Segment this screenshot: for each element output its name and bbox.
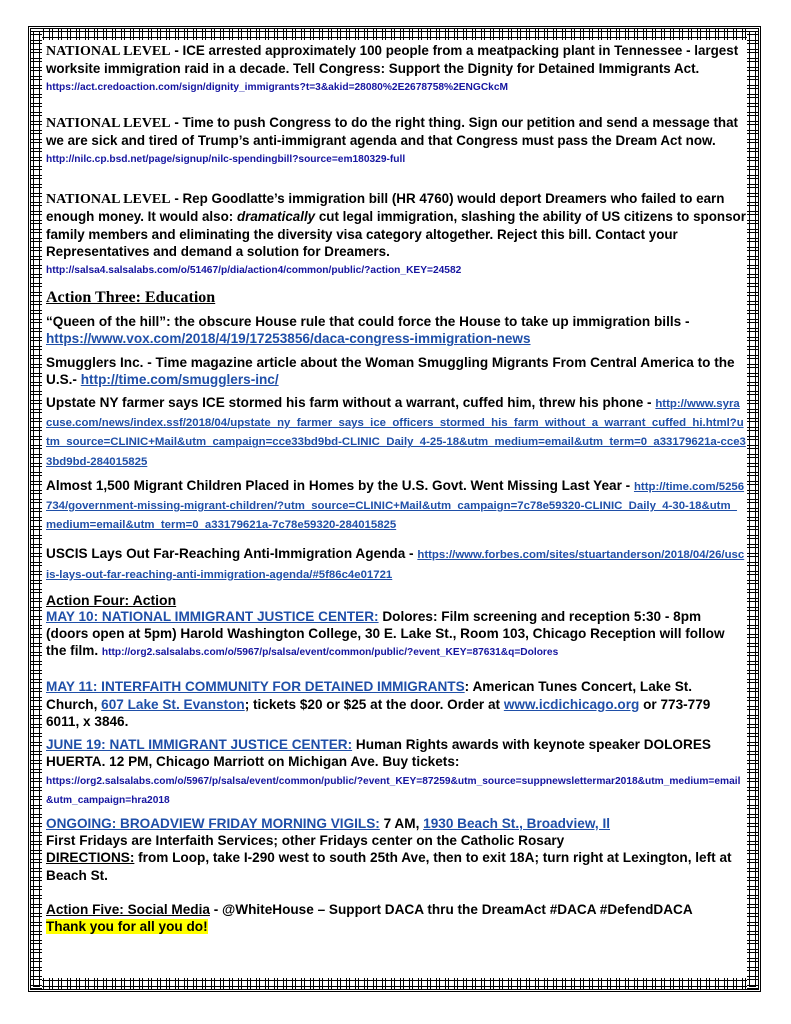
- section-header-action: Action Four: Action: [46, 591, 177, 608]
- event-ongoing: [46, 815, 746, 884]
- education-item: [46, 545, 746, 583]
- section-header-social: Action Five: Social Media: [46, 901, 210, 917]
- petition-link[interactable]: http://nilc.cp.bsd.net/page/signup/nilc-spendingbill?source=em180329-full: [46, 154, 406, 166]
- event-title[interactable]: MAY 11: INTERFAITH COMMUNITY FOR DETAINED IMMIGRANTS: [46, 679, 465, 695]
- national-item-2: [46, 114, 746, 169]
- national-label: NATIONAL LEVEL: [46, 115, 171, 131]
- petition-link[interactable]: http://salsa4.salsalabs.com/o/51467/p/dia/action4/common/public/?action_KEY=24582: [46, 265, 462, 277]
- event-link[interactable]: https://org2.salsalabs.com/o/5967/p/salsa/event/common/public/?event_KEY=87259&utm_source=suppnewslettermar2018&utm_medium=email&utm_campaign=hra2018: [46, 775, 741, 806]
- petition-link[interactable]: https://act.credoaction.com/sign/dignity_immigrants?t=3&akid=28080%2E2678758%2ENGCkcM: [46, 82, 508, 94]
- border-top: [31, 29, 758, 40]
- article-title: Almost 1,500 Migrant Children Placed in Homes by the U.S. Govt. Went Missing Last Year -: [46, 477, 634, 493]
- national-text: - Rep Goodlatte’s immigration bill (HR 4760) would deport Dreamers who failed to earn enough money. It would also:: [46, 191, 725, 225]
- event-text: Human Rights awards with keynote speaker DOLORES HUERTA. 12 PM, Chicago Marriott on Michigan Ave. Buy tickets:: [46, 737, 711, 770]
- event-address-link[interactable]: 1930 Beach St., Broadview, Il: [423, 815, 611, 831]
- article-link[interactable]: https://www.vox.com/2018/4/19/17253856/daca-congress-immigration-news: [46, 331, 531, 347]
- national-item-1: [46, 42, 746, 97]
- national-text: cut legal immigration, slashing the ability of US citizens to sponsor family members and eliminating the diversity visa category altogether. Reject this bill. Contact your Representatives and demand a solution for Dreamers.: [46, 209, 746, 259]
- event-text: Dolores: Film screening and reception 5:30 - 8pm (doors open at 5pm) Harold Washington College, 30 E. Lake St., Room 103, Chicago Reception will follow the film.: [46, 608, 725, 659]
- border-right: [747, 29, 758, 989]
- event-sep: :: [464, 679, 473, 695]
- article-title: Smugglers Inc. - Time magazine article about the Woman Smuggling Migrants From Central America to the U.S.-: [46, 354, 735, 387]
- article-title: Upstate NY farmer says ICE stormed his farm without a warrant, cuffed him, threw his phone -: [46, 395, 656, 411]
- social-text: - @WhiteHouse – Support DACA thru the DreamAct #DACA #DefendDACA: [209, 901, 693, 917]
- event-may-11: [46, 678, 746, 730]
- article-title: “Queen of the hill”: the obscure House rule that could force the House to take up immigration bills -: [46, 314, 690, 330]
- article-link[interactable]: http://time.com/smugglers-inc/: [80, 371, 279, 387]
- event-text: First Fridays are Interfaith Services; other Fridays center on the Catholic Rosary: [46, 833, 565, 849]
- article-link[interactable]: http://www.syracuse.com/news/index.ssf/2018/04/upstate_ny_farmer_says_ice_officers_stormed_his_farm_without_a_warrant_cuffed_hi.html?utm_source=CLINIC+Mail&utm_campaign=cce33bd9bd-CLINIC_Daily_4-25-18&utm_medium=email&utm_term=0_a33179621a-cce33bd9bd-284015825: [46, 398, 746, 468]
- national-text: - Time to push Congress to do the right thing. Sign our petition and send a message that we are sick and tired of Trump’s anti-immigrant agenda and that Congress must pass the Dream Act now.: [46, 114, 739, 148]
- education-item: [46, 477, 746, 535]
- border-left: [31, 29, 42, 989]
- national-item-3: [46, 190, 746, 279]
- directions-text: from Loop, take I-290 west to south 25th Ave, then to exit 18A; turn right at Lexington, left at Beach St.: [46, 850, 732, 883]
- education-item: [46, 394, 746, 471]
- event-text: American Tunes Concert, Lake St. Church,: [46, 679, 693, 712]
- article-link[interactable]: http://time.com/5256734/government-missing-migrant-children/?utm_source=CLINIC+Mail&utm_campaign=7c78e59320-CLINIC_Daily_4-30-18&utm_medium=email&utm_term=0_a33179621a-7c78e59320-284015825: [46, 480, 745, 532]
- event-may-10: [46, 608, 746, 662]
- social-media-section: [46, 901, 746, 935]
- education-item: [46, 313, 746, 347]
- article-link[interactable]: https://www.forbes.com/sites/stuartanderson/2018/04/26/uscis-lays-out-far-reaching-anti-immigration-agenda/#5f86c4e01721: [46, 549, 745, 581]
- section-header-education: Action Three: Education: [46, 289, 216, 307]
- event-link[interactable]: http://org2.salsalabs.com/o/5967/p/salsa/event/common/public/?event_KEY=87631&q=Dolores: [101, 647, 559, 659]
- event-site-link[interactable]: www.icdichicago.org: [503, 696, 640, 712]
- education-item: [46, 354, 746, 388]
- event-title[interactable]: ONGOING: BROADVIEW FRIDAY MORNING VIGILS:: [46, 815, 380, 831]
- newsletter-content: [46, 42, 746, 935]
- border-bottom: [31, 978, 758, 989]
- article-title: USCIS Lays Out Far-Reaching Anti-Immigration Agenda -: [46, 546, 418, 562]
- national-label: NATIONAL LEVEL: [46, 44, 171, 59]
- event-address-link[interactable]: 607 Lake St. Evanston: [101, 696, 245, 712]
- event-title[interactable]: MAY 10: NATIONAL IMMIGRANT JUSTICE CENTER:: [46, 608, 379, 624]
- directions-label: DIRECTIONS:: [46, 850, 135, 866]
- national-text: - ICE arrested approximately 100 people from a meatpacking plant in Tennessee - largest worksite immigration raid in a decade. Tell Congress: Support the Dignity for Detained Immigrants Act.: [46, 43, 739, 77]
- emphasis-text: dramatically: [236, 209, 316, 225]
- event-text: or 773-779 6011, x 3846.: [46, 696, 711, 729]
- thanks-highlight: Thank you for all you do!: [46, 918, 208, 934]
- event-title[interactable]: JUNE 19: NATL IMMIGRANT JUSTICE CENTER:: [46, 737, 353, 753]
- event-text: ; tickets $20 or $25 at the door. Order at: [244, 696, 504, 712]
- national-label: NATIONAL LEVEL: [46, 192, 171, 208]
- event-time: 7 AM,: [379, 815, 424, 831]
- event-june-19: [46, 736, 746, 809]
